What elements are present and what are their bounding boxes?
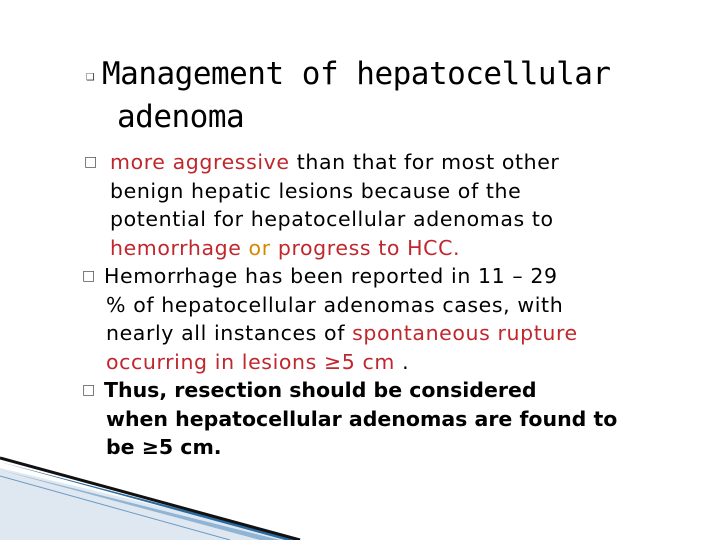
p1-line-3: potential for hepatocellular adenomas to <box>110 207 554 231</box>
p2-line-2: % of hepatocellular adenomas cases, with <box>106 292 564 317</box>
bullet-paragraph-2 <box>84 262 704 376</box>
p2-line-4 <box>84 348 704 377</box>
p1-text-more: more <box>110 150 173 174</box>
p1-text-or: or <box>241 235 278 260</box>
checkbox-bullet-icon: ❑ <box>86 68 94 84</box>
p2-line-1: Hemorrhage has been reported in 11 – 29 <box>104 264 558 288</box>
p1-text-rest: than that for most other <box>289 150 560 174</box>
p1-text-aggressive: aggressive <box>172 150 290 174</box>
p1-line-4 <box>84 234 704 263</box>
p2-text-rupture: spontaneous rupture <box>352 321 578 345</box>
slide-title <box>86 54 686 138</box>
p2-text-occurring: occurring in lesions ≥5 cm <box>106 349 395 374</box>
bullet-paragraph-3 <box>84 376 704 462</box>
p3-line-2: when hepatocellular adenomas are found to <box>106 406 618 431</box>
p2-line-3 <box>84 319 704 348</box>
slide-body <box>84 148 704 462</box>
p2-text-period: . <box>395 349 410 374</box>
p1-text-progress: progress to HCC. <box>277 235 461 260</box>
p3-line-3: be ≥5 cm. <box>106 435 222 459</box>
title-line-1: Management of hepatocellular <box>102 56 611 92</box>
title-line-2: adenoma <box>117 99 245 135</box>
p2-text-nearly: nearly all instances of <box>106 321 353 345</box>
square-bullet-icon: □ <box>82 382 96 398</box>
p1-text-hemorrhage: hemorrhage <box>110 235 242 260</box>
bullet-paragraph-1 <box>84 148 704 262</box>
p1-line-1 <box>84 148 704 177</box>
p1-line-2: benign hepatic lesions because of the <box>110 178 522 203</box>
p3-line-1: Thus, resection should be considered <box>104 378 537 402</box>
square-bullet-icon: □ <box>84 154 98 170</box>
square-bullet-icon: □ <box>82 268 96 284</box>
